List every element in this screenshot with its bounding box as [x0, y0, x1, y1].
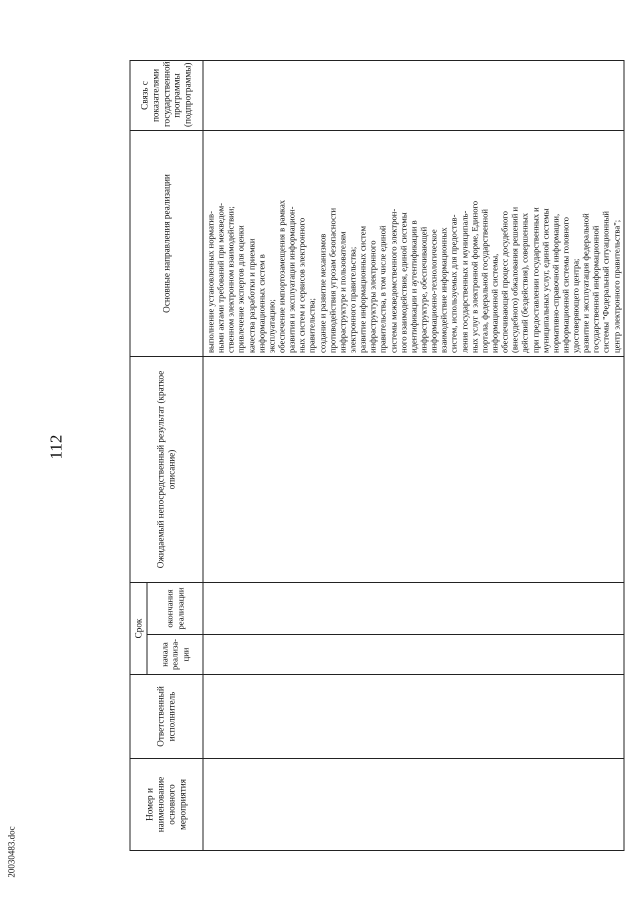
program-table-container: [130, 61, 622, 851]
cell-term-start: [203, 635, 624, 675]
header-result: Ожидаемый непосредственный результат (краткое описание): [130, 357, 203, 583]
cell-link: [203, 61, 624, 131]
cell-event: [203, 759, 624, 851]
table-row: [203, 61, 624, 851]
header-term: Срок: [130, 583, 147, 675]
header-directions: Основные направления реализации: [130, 131, 203, 357]
program-table: [130, 60, 625, 851]
cell-directions: выполнение установленных норматив- ными актами требований при межведом- ственном электронном взаимодействии; привлечение экспертов для оценки качества разработки и приемки информационных систем в эксплуатацию; обеспечение импортозамещения в рамках развития и эксплуатации информацион- ных систем и сервисов электронного правительства; создание и развитие механизмов противодействия угрозам безопасности инфраструктуре и пользователям электронного правительства; развитие информационных систем инфраструктуры электронного правительства, в том числе единой системы межведомственного электрон- ного взаимодействия, единой системы идентификации и аутентификации в инфраструктуре, обеспечивающей информационно-технологическое взаимодействие информационных систем, используемых для предостав- ления государственных и муниципаль- ных услуг в электронной форме, Единого портала, федеральной государственной информационной системы, обеспечивающей процесс досудебного (внесудебного) обжалования решений и действий (бездействия), совершенных при предоставлении государственных и муниципальных услуг, единой системы нормативно-справочной информации, информационной системы головного удостоверяющего центра; развитие и эксплуатация федеральной государственной информационной системы "Федеральный ситуационный центр электронного правительства";: [203, 131, 624, 357]
header-executor: Ответственный исполнитель: [130, 675, 203, 759]
header-link: Связь с показателями государственной программы (подпрограммы): [130, 61, 203, 131]
cell-result: [203, 357, 624, 583]
page-number: 112: [46, 434, 66, 460]
header-term-start: начала реализа-ции: [147, 635, 203, 675]
cell-executor: [203, 675, 624, 759]
document-code: 20030483.doc: [6, 826, 17, 878]
header-event: Номер и наименование основного мероприятия: [130, 759, 203, 851]
header-term-end: окончания реализации: [147, 583, 203, 635]
cell-term-end: [203, 583, 624, 635]
